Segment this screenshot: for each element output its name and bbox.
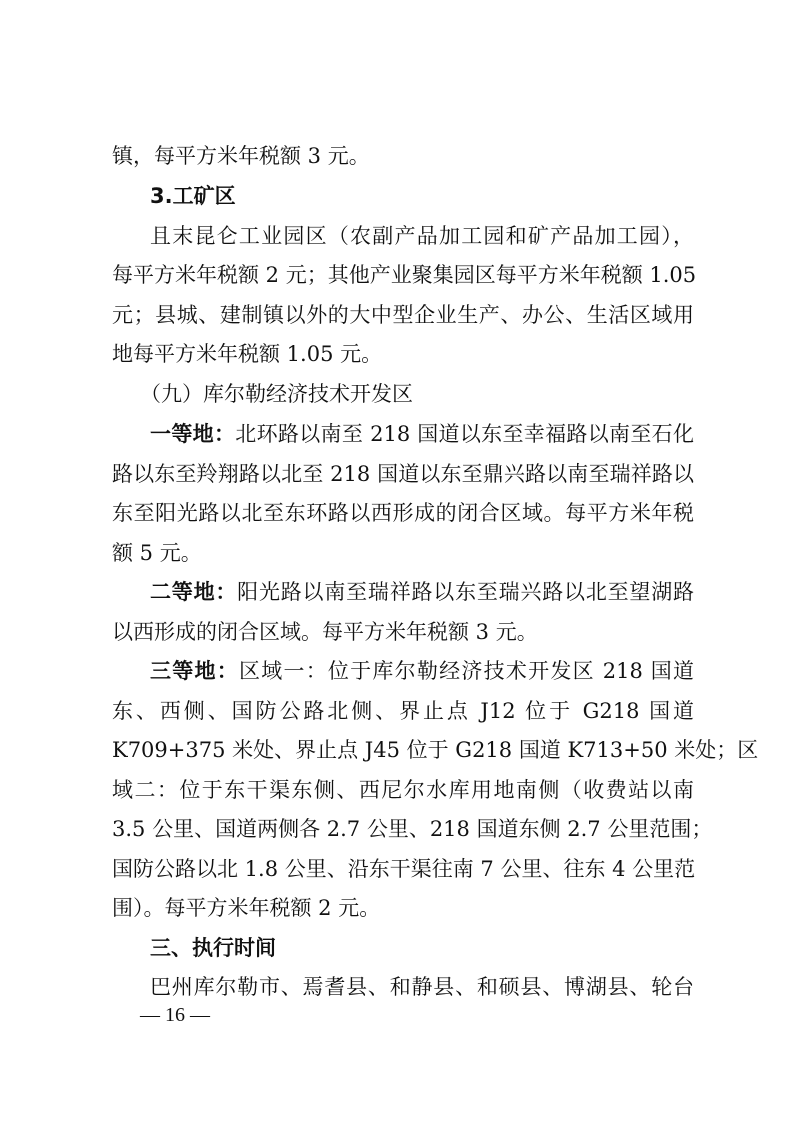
grade-three-line <box>150 657 694 685</box>
grade-one-line <box>150 420 694 448</box>
grade-two-label: 二等地： <box>150 580 238 604</box>
grade-three-label: 三等地： <box>150 659 239 683</box>
body-line-4: 每平方米年税额 2 元；其他产业聚集园区每平方米年税额 1.05 <box>112 263 697 287</box>
body-line-13: 以西形成的闭合区域。每平方米年税额 3 元。 <box>112 620 538 644</box>
body-line-17: 域二：位于东干渠东侧、西尼尔水库用地南侧（收费站以南 <box>112 778 694 802</box>
body-line-9: 路以东至羚翔路以北至 218 国道以东至鼎兴路以南至瑞祥路以 <box>112 462 694 486</box>
body-line-19: 国防公路以北 1.8 公里、沿东干渠往南 7 公里、往东 4 公里范 <box>112 857 696 881</box>
body-line-16: K709+375 米处、界止点 J45 位于 G218 国道 K713+50 米处；区 <box>112 738 759 762</box>
body-line-18: 3.5 公里、国道两侧各 2.7 公里、218 国道东侧 2.7 公里范围； <box>112 817 713 841</box>
body-line-3: 且末昆仑工业园区（农副产品加工园和矿产品加工园）， <box>150 224 694 248</box>
grade-three-text: 区域一：位于库尔勒经济技术开发区 218 国道 <box>238 659 694 683</box>
body-line-1: 镇，每平方米年税额 3 元。 <box>112 144 370 168</box>
grade-two-text: 阳光路以南至瑞祥路以东至瑞兴路以北至望湖路 <box>237 580 695 604</box>
section-heading-industrial-mining: 3.工矿区 <box>150 184 236 208</box>
grade-two-line <box>150 578 694 606</box>
grade-one-text: 北环路以南至 218 国道以东至幸福路以南至石化 <box>235 422 694 446</box>
body-line-22: 巴州库尔勒市、焉耆县、和静县、和硕县、博湖县、轮台 <box>150 975 694 999</box>
page-number: — 16 — <box>140 1004 210 1026</box>
body-line-20: 围）。每平方米年税额 2 元。 <box>112 896 381 920</box>
body-line-15: 东、西侧、国防公路北侧、界止点 J12 位于 G218 国道 <box>112 699 694 723</box>
body-line-10: 东至阳光路以北至东环路以西形成的闭合区域。每平方米年税 <box>112 501 694 525</box>
subsection-heading-korla-zone: （九）库尔勒经济技术开发区 <box>140 382 413 406</box>
section-heading-execution-time: 三、执行时间 <box>150 936 276 960</box>
body-line-6: 地每平方米年税额 1.05 元。 <box>112 342 383 366</box>
grade-one-label: 一等地： <box>150 422 236 446</box>
body-line-11: 额 5 元。 <box>112 541 202 565</box>
body-line-5: 元；县城、建制镇以外的大中型企业生产、办公、生活区域用 <box>112 303 694 327</box>
